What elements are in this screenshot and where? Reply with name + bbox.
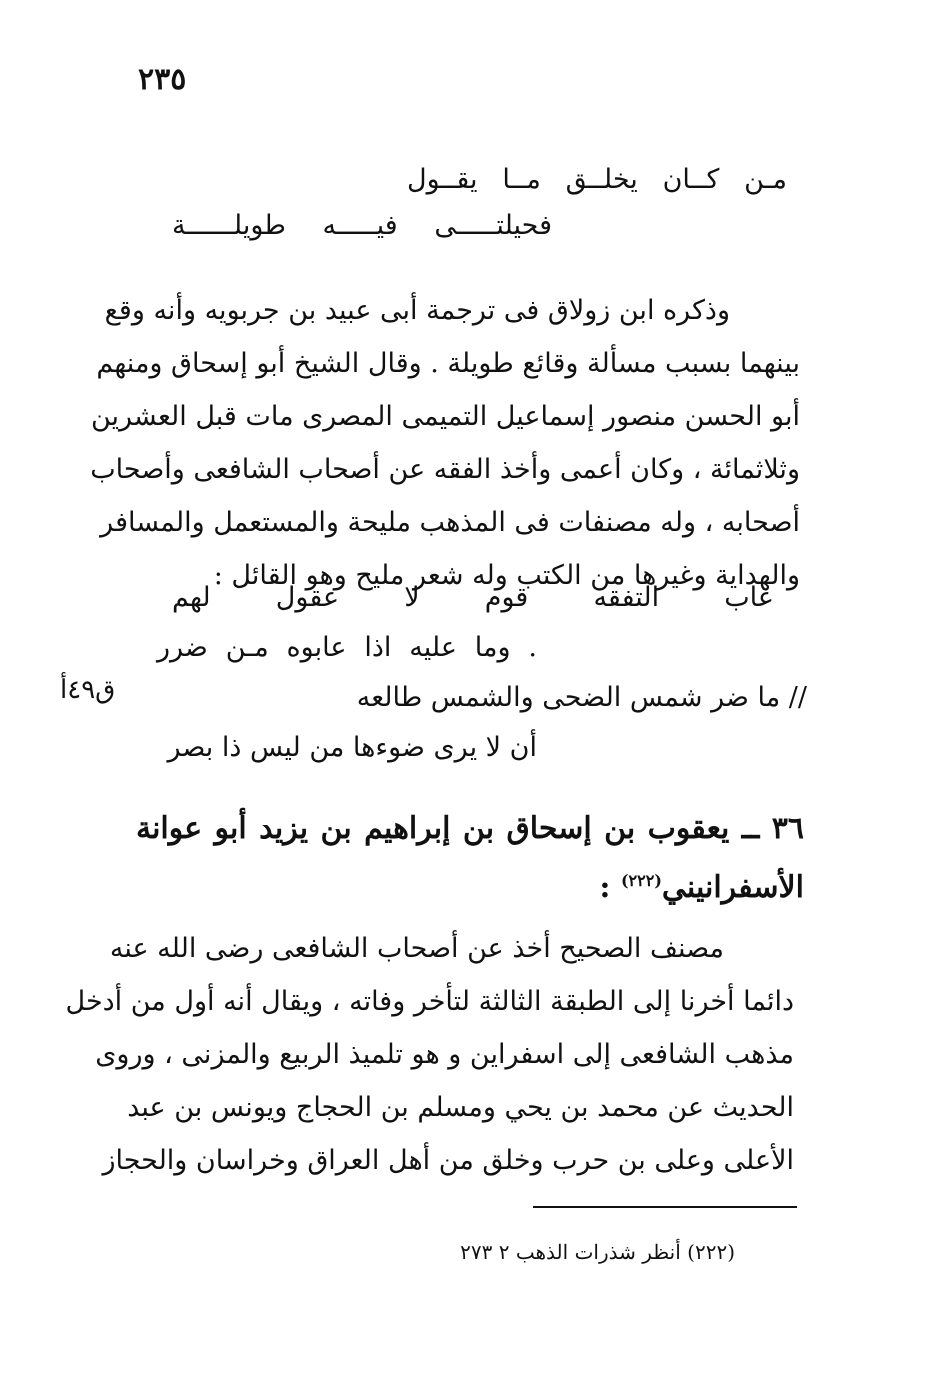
text-line: دائما أخرنا إلى الطبقة الثالثة لتأخر وفاته ، ويقال أنه أول من أدخل <box>65 986 794 1017</box>
heading-colon: : <box>599 870 621 905</box>
text-line: أصحابه ، وله مصنفات فى المذهب مليحة والمستعمل والمسافر <box>100 507 800 538</box>
heading-line-2 <box>136 855 804 914</box>
entry-heading <box>136 803 804 914</box>
text-line: أبو الحسن منصور إسماعيل التميمى المصرى مات قبل العشرين <box>90 401 800 432</box>
verse-line: . وما عليه اذا عابوه مـن ضرر <box>157 632 537 663</box>
text-line: بينهما بسبب مسألة وقائع طويلة . وقال الشيخ أبو إسحاق ومنهم <box>96 348 800 379</box>
footnote-reference: (٢٢٢) <box>620 871 662 890</box>
verse-line: مـن كــان يخلــق مــا يقــول <box>407 164 787 195</box>
verse-line: أن لا يرى ضوءها من ليس ذا بصر <box>167 732 537 763</box>
page-number: ٢٣٥ <box>138 62 187 97</box>
paragraph-1 <box>90 284 800 602</box>
footnote: (٢٢٢) أنظر شذرات الذهب ٢ ٢٧٣ <box>460 1240 735 1264</box>
footnote-divider <box>533 1206 797 1208</box>
text-line: الأعلى وعلى بن حرب وخلق من أهل العراق وخراسان والحجاز <box>102 1145 794 1176</box>
text-line: مذهب الشافعى إلى اسفراين و هو تلميذ الربيع والمزنى ، وروى <box>95 1039 794 1070</box>
text-line: مصنف الصحيح أخذ عن أصحاب الشافعى رضى الله عنه <box>109 933 724 964</box>
heading-line: ٣٦ ــ يعقوب بن إسحاق بن إبراهيم بن يزيد أبو عوانة <box>136 811 804 846</box>
text-line: وذكره ابن زولاق فى ترجمة أبى عبيد بن جربويه وأنه وقع <box>104 295 730 326</box>
text-line: وثلاثمائة ، وكان أعمى وأخذ الفقه عن أصحاب الشافعى وأصحاب <box>90 454 800 485</box>
paragraph-2 <box>65 922 794 1187</box>
verse-line: غاب التفقه قوم لا عقول لهم <box>172 582 772 613</box>
text-line: والهداية وغيرها من الكتب وله شعر مليح وهو القائل : <box>213 560 800 591</box>
manuscript-folio-note: ق٤٩أ <box>60 675 116 705</box>
heading-name: الأسفرانيني <box>661 870 804 905</box>
verse-line: فحيلتـــــى فيـــــه طويلــــــة <box>172 210 552 241</box>
verse-line: // ما ضر شمس الضحى والشمس طالعه <box>356 682 807 713</box>
text-line: الحديث عن محمد بن يحي ومسلم بن الحجاج ويونس بن عبد <box>127 1092 794 1123</box>
